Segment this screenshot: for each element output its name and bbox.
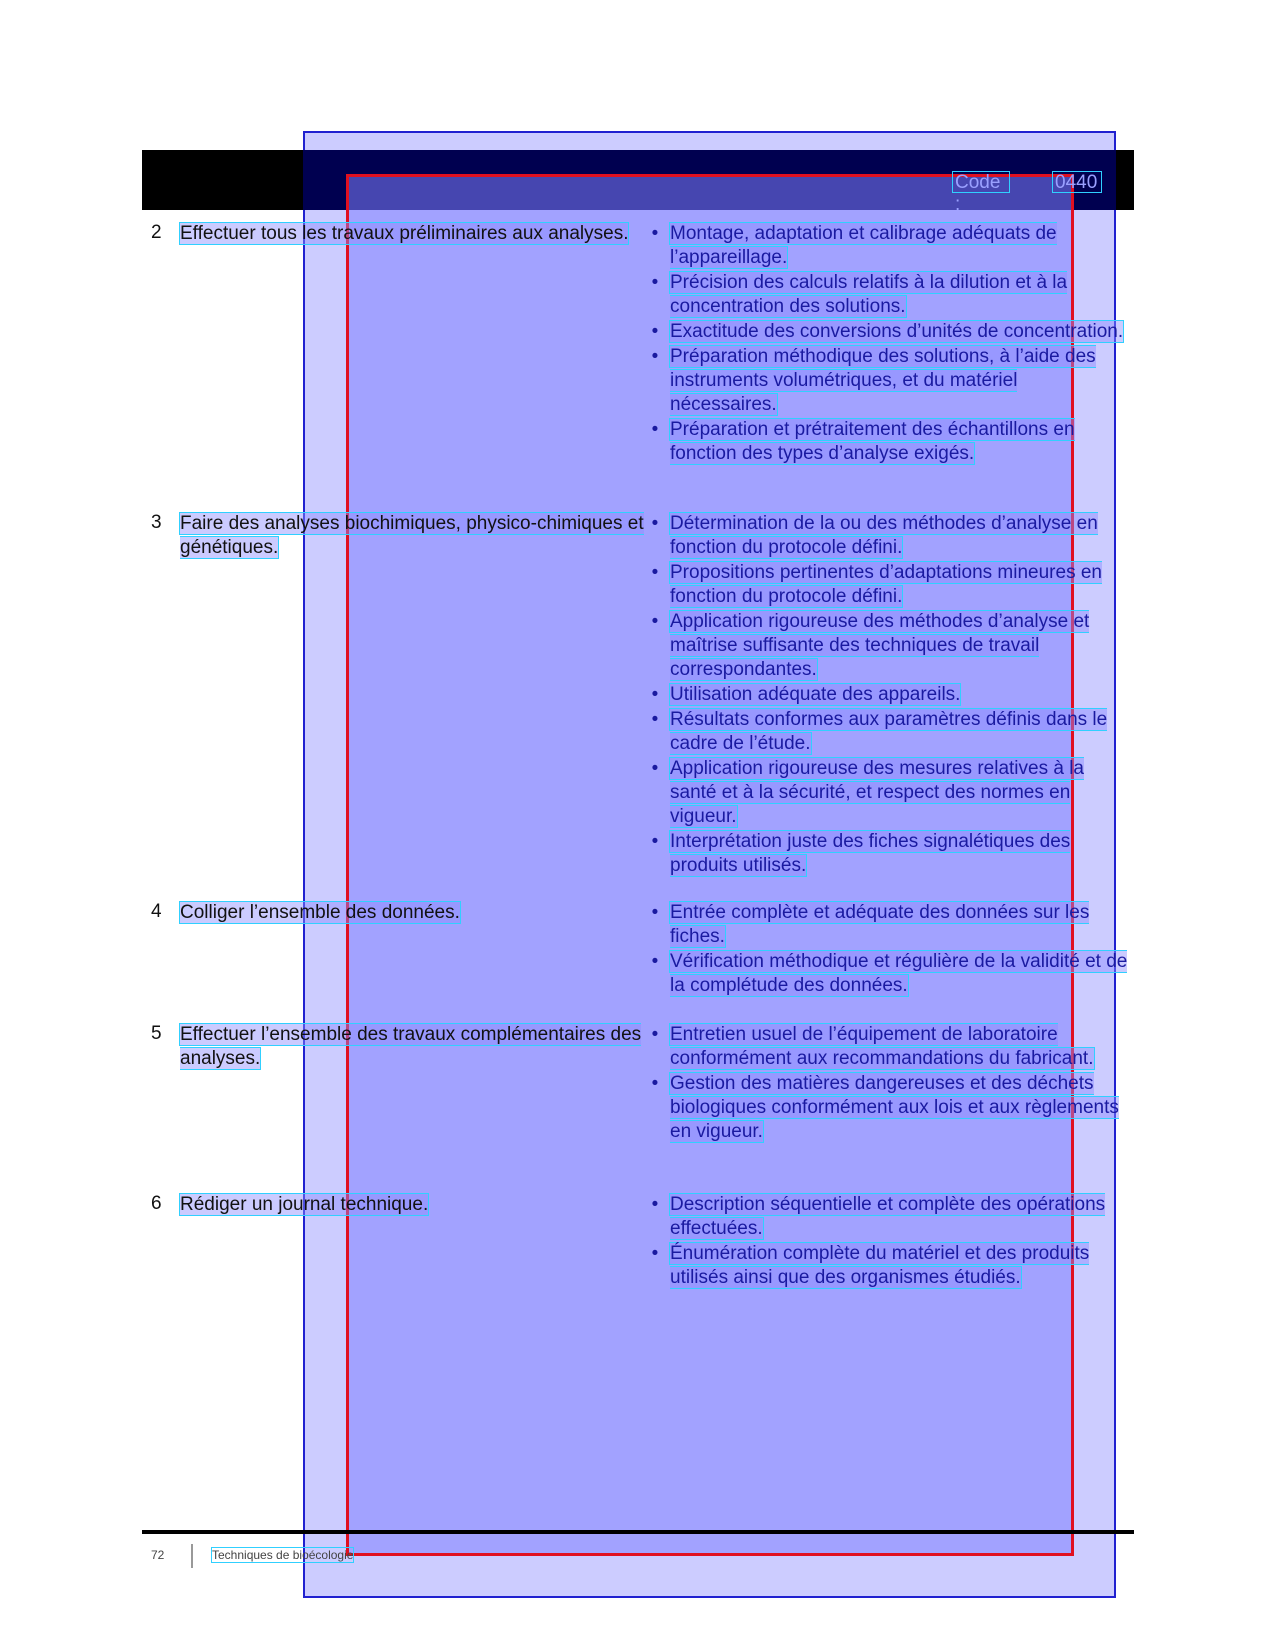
bullet-icon: • <box>651 346 659 367</box>
row-number: 3 <box>151 512 162 533</box>
row-number: 4 <box>151 901 162 922</box>
bullet-icon: • <box>651 684 659 705</box>
code-label: Code : <box>952 171 1010 193</box>
bullet-icon: • <box>651 1073 659 1094</box>
bullet-icon: • <box>651 709 659 730</box>
task-text: Effectuer tous les travaux préliminaires aux analyses. <box>180 223 629 244</box>
bullet-icon: • <box>651 951 659 972</box>
task-text: Rédiger un journal technique. <box>180 1194 429 1215</box>
list-item: • Application rigoureuse des méthodes d’analyse et maîtrise suffisante des techniques de travail correspondantes. <box>648 610 1128 682</box>
list-item: • Utilisation adéquate des appareils. <box>648 683 1128 707</box>
bullet-icon: • <box>651 223 659 244</box>
bullet-icon: • <box>651 611 659 632</box>
bullet-icon: • <box>651 419 659 440</box>
bullet-icon: • <box>651 321 659 342</box>
bullet-icon: • <box>651 1243 659 1264</box>
code-value: 0440 <box>1052 171 1102 193</box>
list-item: • Montage, adaptation et calibrage adéquats de l’appareillage. <box>648 222 1128 270</box>
bullet-icon: • <box>651 272 659 293</box>
list-item: • Exactitude des conversions d’unités de concentration. <box>648 320 1128 344</box>
task-text: Effectuer l’ensemble des travaux complémentaires des analyses. <box>180 1024 642 1069</box>
list-item: • Entretien usuel de l’équipement de laboratoire conformément aux recommandations du fabricant. <box>648 1023 1128 1071</box>
bullet-icon: • <box>651 831 659 852</box>
list-item: • Détermination de la ou des méthodes d’analyse en fonction du protocole défini. <box>648 512 1128 560</box>
bullet-icon: • <box>651 902 659 923</box>
footer-page-number: 72 <box>151 1548 165 1562</box>
bullet-icon: • <box>651 513 659 534</box>
list-item: • Application rigoureuse des mesures relatives à la santé et à la sécurité, et respect des normes en vigueur. <box>648 757 1128 829</box>
task-text: Faire des analyses biochimiques, physico-chimiques et génétiques. <box>180 513 644 558</box>
list-item: • Propositions pertinentes d’adaptations mineures en fonction du protocole défini. <box>648 561 1128 609</box>
footer-separator <box>191 1544 193 1568</box>
list-item: • Entrée complète et adéquate des données sur les fiches. <box>648 901 1128 949</box>
criteria-list <box>648 1023 1128 1145</box>
list-item: • Préparation méthodique des solutions, à l’aide des instruments volumétriques, et du matériel nécessaires. <box>648 345 1128 417</box>
list-item: • Préparation et prétraitement des échantillons en fonction des types d’analyse exigés. <box>648 418 1128 466</box>
list-item: • Résultats conformes aux paramètres définis dans le cadre de l’étude. <box>648 708 1128 756</box>
task-text: Colliger l’ensemble des données. <box>180 902 460 923</box>
bullet-icon: • <box>651 758 659 779</box>
footer-title: Techniques de bioécologie <box>212 1548 354 1562</box>
row-number: 5 <box>151 1023 162 1044</box>
list-item: • Vérification méthodique et régulière de la validité et de la complétude des données. <box>648 950 1128 998</box>
list-item: • Précision des calculs relatifs à la dilution et à la concentration des solutions. <box>648 271 1128 319</box>
footer-rule <box>142 1530 1134 1534</box>
list-item: • Gestion des matières dangereuses et des déchets biologiques conformément aux lois et aux règlements en vigueur. <box>648 1072 1128 1144</box>
bullet-icon: • <box>651 1194 659 1215</box>
bullet-icon: • <box>651 1024 659 1045</box>
list-item: • Énumération complète du matériel et des produits utilisés ainsi que des organismes étudiés. <box>648 1242 1128 1290</box>
criteria-list <box>648 222 1128 467</box>
criteria-list <box>648 512 1128 879</box>
criteria-list <box>648 1193 1128 1291</box>
list-item: • Description séquentielle et complète des opérations effectuées. <box>648 1193 1128 1241</box>
criteria-list <box>648 901 1128 999</box>
row-number: 2 <box>151 222 162 243</box>
bullet-icon: • <box>651 562 659 583</box>
row-number: 6 <box>151 1193 162 1214</box>
list-item: • Interprétation juste des fiches signalétiques des produits utilisés. <box>648 830 1128 878</box>
